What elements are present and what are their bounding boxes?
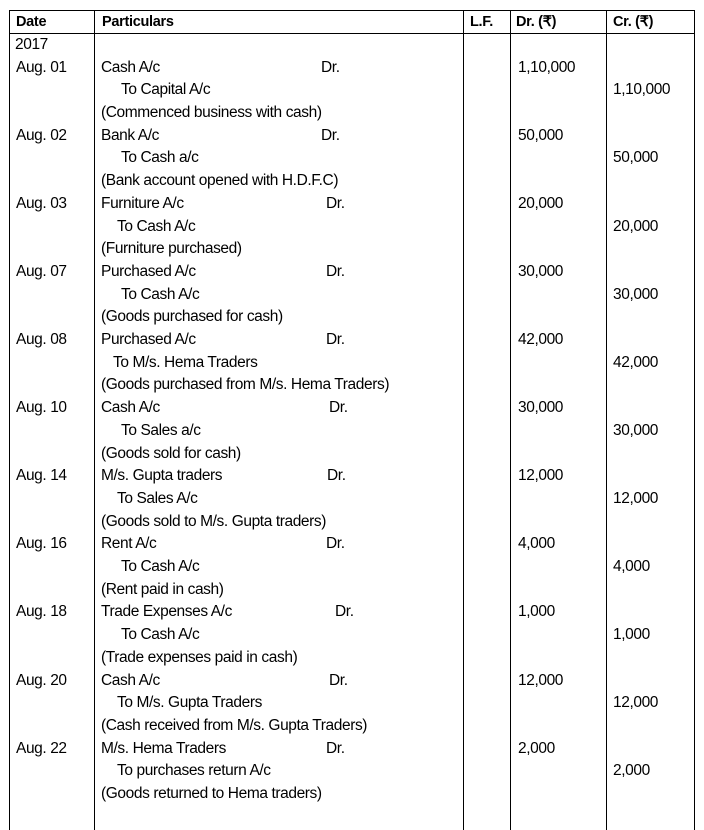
entry-date: Aug. 08 xyxy=(16,331,67,348)
debit-account: Purchased A/c xyxy=(101,262,196,280)
credit-account: To Cash A/c xyxy=(117,217,196,235)
debit-amount: 30,000 xyxy=(518,262,564,280)
dr-marker: Dr. xyxy=(326,739,345,757)
credit-amount: 4,000 xyxy=(613,558,650,575)
debit-account: Purchased A/c xyxy=(101,331,196,348)
dr-marker: Dr. xyxy=(326,535,345,553)
entry-date: Aug. 01 xyxy=(16,58,67,76)
entry-date: Aug. 18 xyxy=(16,603,67,621)
header-particulars: Particulars xyxy=(102,14,174,30)
debit-amount: 12,000 xyxy=(518,671,564,689)
header-debit: Dr. (₹) xyxy=(516,14,557,30)
debit-account: Cash A/c xyxy=(101,58,160,76)
credit-amount: 12,000 xyxy=(613,694,659,712)
credit-amount: 30,000 xyxy=(613,421,659,439)
header-lf: L.F. xyxy=(470,14,493,30)
credit-account: To Sales A/c xyxy=(117,489,198,507)
header-date: Date xyxy=(16,14,47,30)
dr-marker: Dr. xyxy=(326,262,345,280)
debit-account: Furniture A/c xyxy=(101,194,184,212)
credit-amount: 1,10,000 xyxy=(613,81,671,99)
debit-amount: 50,000 xyxy=(518,126,564,144)
debit-amount: 1,000 xyxy=(518,603,555,621)
column-divider xyxy=(606,11,607,830)
narration: (Trade expenses paid in cash) xyxy=(101,648,298,666)
debit-account: M/s. Gupta traders xyxy=(101,467,223,485)
credit-account: To M/s. Gupta Traders xyxy=(117,694,262,712)
credit-account: To Cash A/c xyxy=(121,626,200,644)
credit-account: To Cash a/c xyxy=(121,149,199,167)
debit-amount: 1,10,000 xyxy=(518,58,576,76)
header-divider xyxy=(10,33,694,34)
dr-marker: Dr. xyxy=(329,399,348,417)
dr-marker: Dr. xyxy=(335,603,354,621)
entry-date: Aug. 10 xyxy=(16,399,67,417)
entry-date: Aug. 02 xyxy=(16,126,67,144)
debit-account: Bank A/c xyxy=(101,126,159,144)
debit-account: Rent A/c xyxy=(101,535,157,553)
credit-amount: 42,000 xyxy=(613,353,659,371)
credit-account: To Sales a/c xyxy=(121,421,201,439)
journal-table xyxy=(9,10,695,830)
credit-amount: 50,000 xyxy=(613,149,659,167)
narration: (Goods purchased from M/s. Hema Traders) xyxy=(101,376,390,394)
dr-marker: Dr. xyxy=(321,58,340,76)
column-divider xyxy=(94,11,95,830)
debit-amount: 20,000 xyxy=(518,194,564,212)
debit-amount: 42,000 xyxy=(518,331,564,348)
credit-amount: 2,000 xyxy=(613,762,650,780)
dr-marker: Dr. xyxy=(326,194,345,212)
debit-amount: 4,000 xyxy=(518,535,555,553)
narration: (Goods purchased for cash) xyxy=(101,308,283,326)
column-divider xyxy=(463,11,464,830)
dr-marker: Dr. xyxy=(326,331,345,348)
entry-date: Aug. 03 xyxy=(16,194,67,212)
entry-date: Aug. 07 xyxy=(16,262,67,280)
credit-account: To purchases return A/c xyxy=(117,762,271,780)
credit-amount: 30,000 xyxy=(613,285,659,303)
year-label: 2017 xyxy=(15,36,48,53)
entry-date: Aug. 22 xyxy=(16,739,67,757)
entry-date: Aug. 20 xyxy=(16,671,67,689)
credit-amount: 20,000 xyxy=(613,217,659,235)
debit-amount: 2,000 xyxy=(518,739,555,757)
narration: (Cash received from M/s. Gupta Traders) xyxy=(101,716,368,734)
narration: (Goods sold for cash) xyxy=(101,444,241,462)
dr-marker: Dr. xyxy=(327,467,346,485)
narration: (Bank account opened with H.D.F.C) xyxy=(101,172,339,190)
narration: (Furniture purchased) xyxy=(101,240,242,258)
credit-account: To M/s. Hema Traders xyxy=(113,353,258,371)
credit-account: To Capital A/c xyxy=(121,81,211,99)
narration: (Goods sold to M/s. Gupta traders) xyxy=(101,512,327,530)
credit-account: To Cash A/c xyxy=(121,285,200,303)
credit-amount: 1,000 xyxy=(613,626,650,644)
entry-date: Aug. 16 xyxy=(16,535,67,553)
entry-date: Aug. 14 xyxy=(16,467,67,485)
debit-amount: 30,000 xyxy=(518,399,564,417)
dr-marker: Dr. xyxy=(329,671,348,689)
debit-account: Cash A/c xyxy=(101,399,160,417)
debit-account: Cash A/c xyxy=(101,671,160,689)
debit-account: M/s. Hema Traders xyxy=(101,739,226,757)
debit-amount: 12,000 xyxy=(518,467,564,485)
header-credit: Cr. (₹) xyxy=(613,14,654,30)
column-divider xyxy=(510,11,511,830)
debit-account: Trade Expenses A/c xyxy=(101,603,232,621)
dr-marker: Dr. xyxy=(321,126,340,144)
narration: (Rent paid in cash) xyxy=(101,580,224,598)
credit-amount: 12,000 xyxy=(613,489,659,507)
narration: (Goods returned to Hema traders) xyxy=(101,785,322,802)
narration: (Commenced business with cash) xyxy=(101,104,322,121)
credit-account: To Cash A/c xyxy=(121,558,200,575)
